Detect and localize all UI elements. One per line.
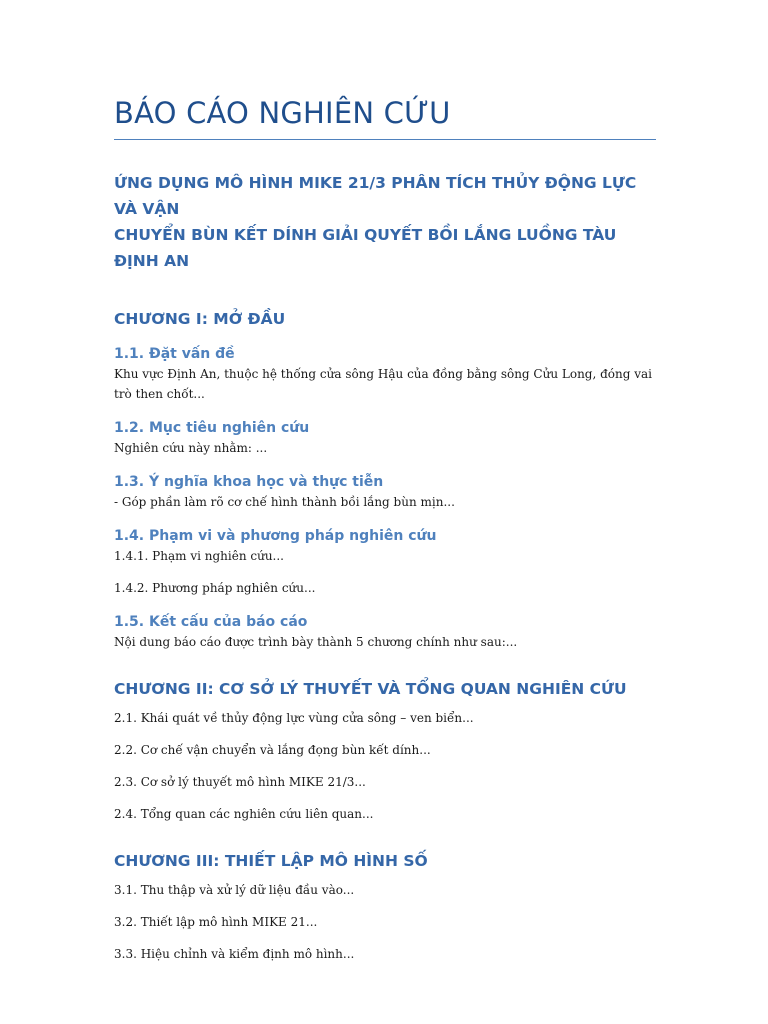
chapter-1-heading: CHƯƠNG I: MỞ ĐẦU (114, 310, 286, 328)
document-subtitle (114, 170, 656, 274)
section-1-3-heading: 1.3. Ý nghĩa khoa học và thực tiễn (114, 474, 384, 490)
chapter-2-item: 2.4. Tổng quan các nghiên cứu liên quan... (114, 807, 374, 821)
section-1-1-text: Khu vực Định An, thuộc hệ thống cửa sông Hậu của đồng bằng sông Cửu Long, đóng vai trò then chốt... (114, 367, 653, 401)
chapter-3-item: 3.3. Hiệu chỉnh và kiểm định mô hình... (114, 947, 355, 961)
chapter-3-item: 3.2. Thiết lập mô hình MIKE 21... (114, 915, 318, 929)
chapter-2-item: 2.2. Cơ chế vận chuyển và lắng đọng bùn kết dính... (114, 743, 431, 757)
document-title: BÁO CÁO NGHIÊN CỨU (114, 96, 656, 140)
chapter-2-item: 2.1. Khái quát về thủy động lực vùng cửa sông – ven biển... (114, 711, 474, 725)
section-1-3-text: - Góp phần làm rõ cơ chế hình thành bồi lắng bùn mịn... (114, 495, 455, 509)
chapter-2-heading: CHƯƠNG II: CƠ SỞ LÝ THUYẾT VÀ TỔNG QUAN NGHIÊN CỨU (114, 680, 627, 698)
subtitle-line-1: ỨNG DỤNG MÔ HÌNH MIKE 21/3 PHÂN TÍCH THỦY ĐỘNG LỰC VÀ VẬN (114, 174, 637, 218)
section-1-1-heading: 1.1. Đặt vấn đề (114, 346, 235, 362)
section-1-5-heading: 1.5. Kết cấu của báo cáo (114, 614, 308, 630)
section-1-4-1-text: 1.4.1. Phạm vi nghiên cứu... (114, 549, 284, 563)
section-1-5-text: Nội dung báo cáo được trình bày thành 5 chương chính như sau:... (114, 635, 518, 649)
chapter-3-heading: CHƯƠNG III: THIẾT LẬP MÔ HÌNH SỐ (114, 852, 428, 870)
section-1-4-2-text: 1.4.2. Phương pháp nghiên cứu... (114, 581, 316, 595)
subtitle-line-2: CHUYỂN BÙN KẾT DÍNH GIẢI QUYẾT BỒI LẮNG LUỒNG TÀU ĐỊNH AN (114, 226, 617, 270)
section-1-2-heading: 1.2. Mục tiêu nghiên cứu (114, 420, 310, 436)
chapter-2-item: 2.3. Cơ sở lý thuyết mô hình MIKE 21/3... (114, 775, 366, 789)
section-1-2-text: Nghiên cứu này nhằm: ... (114, 441, 268, 455)
section-1-4-heading: 1.4. Phạm vi và phương pháp nghiên cứu (114, 528, 437, 544)
chapter-3-item: 3.1. Thu thập và xử lý dữ liệu đầu vào... (114, 883, 355, 897)
